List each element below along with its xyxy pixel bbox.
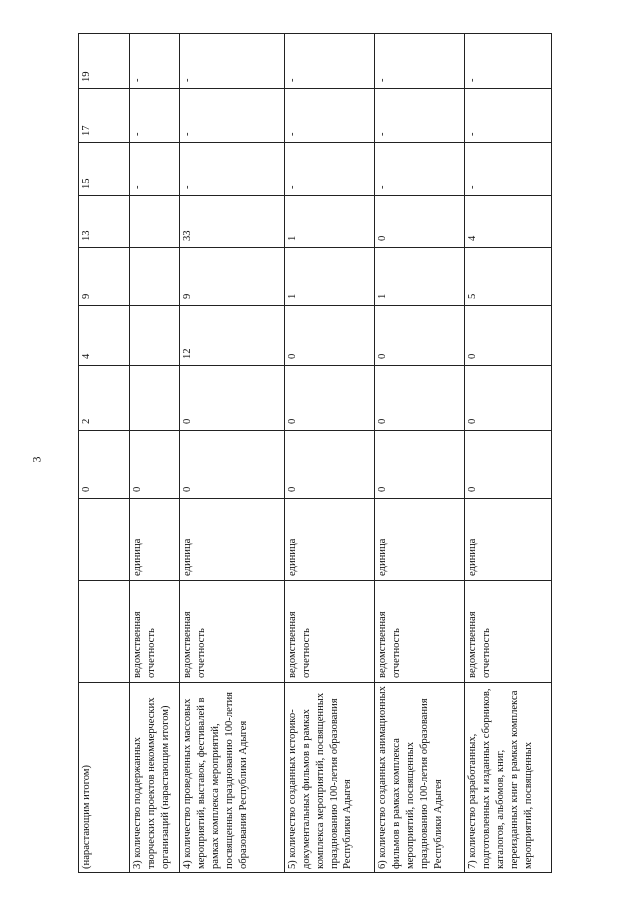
value-text: - bbox=[131, 132, 143, 136]
row-name-text: 7) количество разработанных, подготовленных и изданных сборников, каталогов, альбомов, книг, переизданных книг в рамках комплекса мероприятий, посвященных bbox=[466, 688, 534, 869]
row-name-text: 4) количество проведенных массовых мероприятий, выставок, фестивалей в рамках комплекса мероприятий, посвященных празднованию 100-летия образования Республики Адыгея bbox=[182, 692, 250, 869]
cell-unit bbox=[464, 499, 551, 581]
cell-name bbox=[180, 683, 284, 873]
cell-value bbox=[284, 34, 374, 89]
value-text: 4 bbox=[466, 235, 478, 241]
value-text: 0 bbox=[376, 353, 388, 359]
value-text: 0 bbox=[81, 486, 92, 492]
cell-value bbox=[284, 248, 374, 306]
value-text: - bbox=[466, 78, 478, 82]
cell-value bbox=[464, 431, 551, 499]
cell-value bbox=[464, 143, 551, 196]
cell-source bbox=[129, 581, 180, 683]
value-text: 33 bbox=[182, 230, 194, 241]
cell-source bbox=[464, 581, 551, 683]
cell-value bbox=[79, 89, 130, 143]
source-text: ведомственная отчетность bbox=[182, 611, 208, 678]
cell-value bbox=[129, 89, 180, 143]
cell-value bbox=[79, 431, 130, 499]
cell-value bbox=[129, 248, 180, 306]
cell-value bbox=[374, 143, 464, 196]
cell-name bbox=[79, 683, 130, 873]
value-text: 2 bbox=[81, 418, 92, 424]
value-text: 12 bbox=[182, 348, 194, 359]
value-text: 9 bbox=[182, 293, 194, 299]
table-row bbox=[180, 34, 284, 873]
value-text: 15 bbox=[81, 178, 92, 189]
cell-name bbox=[374, 683, 464, 873]
value-text: - bbox=[286, 132, 298, 136]
cell-value bbox=[180, 143, 284, 196]
cell-name bbox=[464, 683, 551, 873]
unit-text: единица bbox=[466, 538, 478, 576]
cell-value bbox=[374, 248, 464, 306]
value-text: 1 bbox=[286, 235, 298, 241]
cell-value bbox=[374, 196, 464, 248]
cell-value bbox=[79, 366, 130, 431]
row-name-text: 5) количество созданных историко-документальных фильмов в рамках комплекса мероприятий, посвященных празднованию 100-летия образования Республики Адыгея bbox=[286, 692, 354, 869]
row-name-text: 6) количество созданных анимационных фильмов в рамках комплекса мероприятий, посвященных празднованию 100-летия образования Республики Адыгея bbox=[376, 686, 444, 869]
cell-value bbox=[79, 248, 130, 306]
value-text: 9 bbox=[81, 293, 92, 299]
cell-value bbox=[374, 366, 464, 431]
cell-value bbox=[180, 306, 284, 366]
cell-unit bbox=[374, 499, 464, 581]
cell-value bbox=[180, 89, 284, 143]
value-text: - bbox=[376, 132, 388, 136]
row-name-text: 3) количество поддержанных творческих проектов некоммерческих организаций (нарастающим итогом) bbox=[131, 697, 171, 869]
value-text: 0 bbox=[286, 418, 298, 424]
value-text: 4 bbox=[81, 353, 92, 359]
unit-text: единица bbox=[131, 538, 143, 576]
cell-value bbox=[284, 196, 374, 248]
value-text: 13 bbox=[81, 230, 92, 241]
unit-text: единица bbox=[376, 538, 388, 576]
value-text: 17 bbox=[81, 125, 92, 136]
value-text: - bbox=[286, 78, 298, 82]
cell-value bbox=[284, 143, 374, 196]
value-text: 5 bbox=[466, 293, 478, 299]
value-text: - bbox=[466, 185, 478, 189]
cell-value bbox=[374, 431, 464, 499]
value-text: - bbox=[131, 78, 143, 82]
page-number: 3 bbox=[29, 456, 44, 463]
cell-value bbox=[180, 196, 284, 248]
cell-source bbox=[180, 581, 284, 683]
table-row bbox=[284, 34, 374, 873]
unit-text: единица bbox=[286, 538, 298, 576]
value-text: 0 bbox=[466, 418, 478, 424]
cell-unit bbox=[180, 499, 284, 581]
source-text: ведомственная отчетность bbox=[286, 611, 312, 678]
cell-value bbox=[79, 306, 130, 366]
table-row bbox=[464, 34, 551, 873]
value-text: 0 bbox=[466, 353, 478, 359]
row-name-text: (нарастающим итогом) bbox=[81, 764, 92, 869]
cell-source bbox=[79, 581, 130, 683]
value-text: 0 bbox=[286, 486, 298, 492]
cell-value bbox=[464, 34, 551, 89]
cell-value bbox=[129, 196, 180, 248]
cell-value bbox=[180, 366, 284, 431]
cell-value bbox=[180, 248, 284, 306]
cell-value bbox=[464, 89, 551, 143]
cell-value bbox=[129, 306, 180, 366]
value-text: - bbox=[182, 185, 194, 189]
cell-source bbox=[284, 581, 374, 683]
value-text: 0 bbox=[182, 418, 194, 424]
source-text: ведомственная отчетность bbox=[466, 611, 492, 678]
cell-value bbox=[79, 196, 130, 248]
cell-value bbox=[284, 306, 374, 366]
cell-value bbox=[79, 143, 130, 196]
cell-unit bbox=[79, 499, 130, 581]
cell-value bbox=[464, 306, 551, 366]
value-text: 0 bbox=[466, 486, 478, 492]
cell-value bbox=[284, 366, 374, 431]
table-row bbox=[129, 34, 180, 873]
value-text: 1 bbox=[286, 293, 298, 299]
cell-unit bbox=[129, 499, 180, 581]
cell-value bbox=[79, 34, 130, 89]
cell-value bbox=[180, 431, 284, 499]
value-text: - bbox=[131, 185, 143, 189]
cell-value bbox=[180, 34, 284, 89]
rotated-table-container bbox=[78, 34, 552, 873]
cell-unit bbox=[284, 499, 374, 581]
value-text: - bbox=[466, 132, 478, 136]
cell-value bbox=[374, 34, 464, 89]
cell-value bbox=[464, 366, 551, 431]
value-text: 0 bbox=[376, 418, 388, 424]
value-text: - bbox=[286, 185, 298, 189]
cell-value bbox=[129, 366, 180, 431]
value-text: 19 bbox=[81, 71, 92, 82]
cell-value bbox=[129, 34, 180, 89]
cell-name bbox=[129, 683, 180, 873]
cell-value bbox=[374, 89, 464, 143]
value-text: - bbox=[182, 132, 194, 136]
value-text: 0 bbox=[286, 353, 298, 359]
cell-value bbox=[374, 306, 464, 366]
cell-name bbox=[284, 683, 374, 873]
source-text: ведомственная отчетность bbox=[131, 611, 157, 678]
cell-value bbox=[129, 143, 180, 196]
value-text: 0 bbox=[376, 486, 388, 492]
cell-value bbox=[464, 196, 551, 248]
unit-text: единица bbox=[182, 538, 194, 576]
cell-value bbox=[464, 248, 551, 306]
table-row bbox=[79, 34, 130, 873]
value-text: - bbox=[376, 78, 388, 82]
cell-value bbox=[129, 431, 180, 499]
value-text: 1 bbox=[376, 293, 388, 299]
source-text: ведомственная отчетность bbox=[376, 611, 402, 678]
value-text: 0 bbox=[376, 235, 388, 241]
cell-value bbox=[284, 431, 374, 499]
value-text: - bbox=[182, 78, 194, 82]
table-row bbox=[374, 34, 464, 873]
cell-value bbox=[284, 89, 374, 143]
indicators-table bbox=[78, 33, 552, 873]
value-text: 0 bbox=[131, 486, 143, 492]
cell-source bbox=[374, 581, 464, 683]
value-text: 0 bbox=[182, 486, 194, 492]
value-text: - bbox=[376, 185, 388, 189]
